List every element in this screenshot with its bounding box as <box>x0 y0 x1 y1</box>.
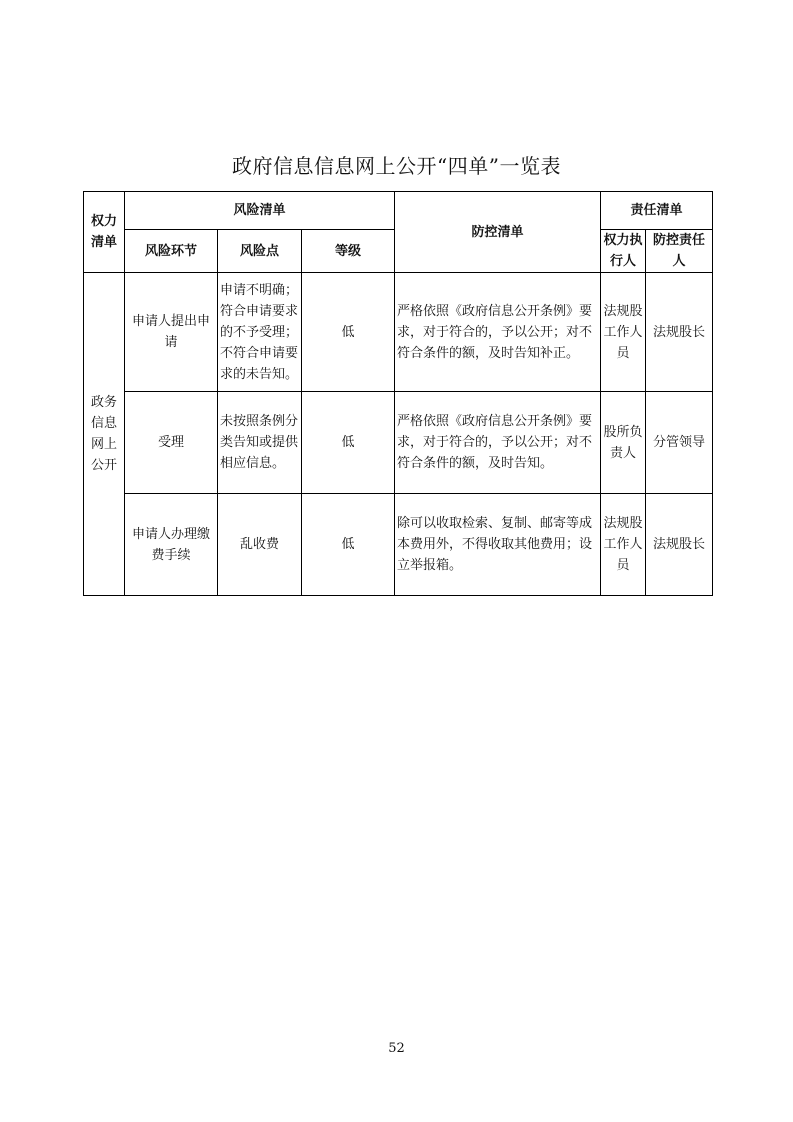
control-cell: 除可以收取检索、复制、邮寄等成本费用外，不得收取其他费用；设立举报箱。 <box>395 494 601 596</box>
risk-point-cell: 未按照条例分类告知或提供相应信息。 <box>218 392 302 494</box>
control-cell: 严格依照《政府信息公开条例》要求，对于符合的，予以公开；对不符合条件的额，及时告知。 <box>395 392 601 494</box>
table-row <box>84 273 713 392</box>
header-risk-list: 风险清单 <box>125 192 395 230</box>
table-row <box>84 392 713 494</box>
header-power-list: 权力清单 <box>84 192 125 273</box>
executor-cell: 股所负责人 <box>601 392 646 494</box>
risk-point-cell: 申请不明确；符合申请要求的不予受理；不符合申请要求的未告知。 <box>218 273 302 392</box>
responsible-cell: 分管领导 <box>646 392 713 494</box>
risk-stage-cell: 申请人提出申请 <box>125 273 218 392</box>
header-risk-stage: 风险环节 <box>125 230 218 273</box>
page-number: 52 <box>388 1041 405 1056</box>
power-item-cell: 政务信息网上公开 <box>84 273 125 596</box>
level-cell: 低 <box>302 494 395 596</box>
risk-stage-cell: 申请人办理缴费手续 <box>125 494 218 596</box>
level-cell: 低 <box>302 392 395 494</box>
risk-stage-cell: 受理 <box>125 392 218 494</box>
header-responsibility-list: 责任清单 <box>601 192 713 230</box>
responsible-cell: 法规股长 <box>646 494 713 596</box>
table-row <box>84 494 713 596</box>
level-cell: 低 <box>302 273 395 392</box>
executor-cell: 法规股工作人员 <box>601 273 646 392</box>
risk-point-cell: 乱收费 <box>218 494 302 596</box>
responsible-cell: 法规股长 <box>646 273 713 392</box>
executor-cell: 法规股工作人员 <box>601 494 646 596</box>
header-control-list: 防控清单 <box>395 192 601 273</box>
header-risk-point: 风险点 <box>218 230 302 273</box>
page-title: 政府信息信息网上公开“四单”一览表 <box>232 154 561 178</box>
header-executor: 权力执行人 <box>601 230 646 273</box>
four-lists-table <box>83 191 713 596</box>
header-level: 等级 <box>302 230 395 273</box>
control-cell: 严格依照《政府信息公开条例》要求，对于符合的，予以公开；对不符合条件的额，及时告知补正。 <box>395 273 601 392</box>
header-responsible: 防控责任人 <box>646 230 713 273</box>
